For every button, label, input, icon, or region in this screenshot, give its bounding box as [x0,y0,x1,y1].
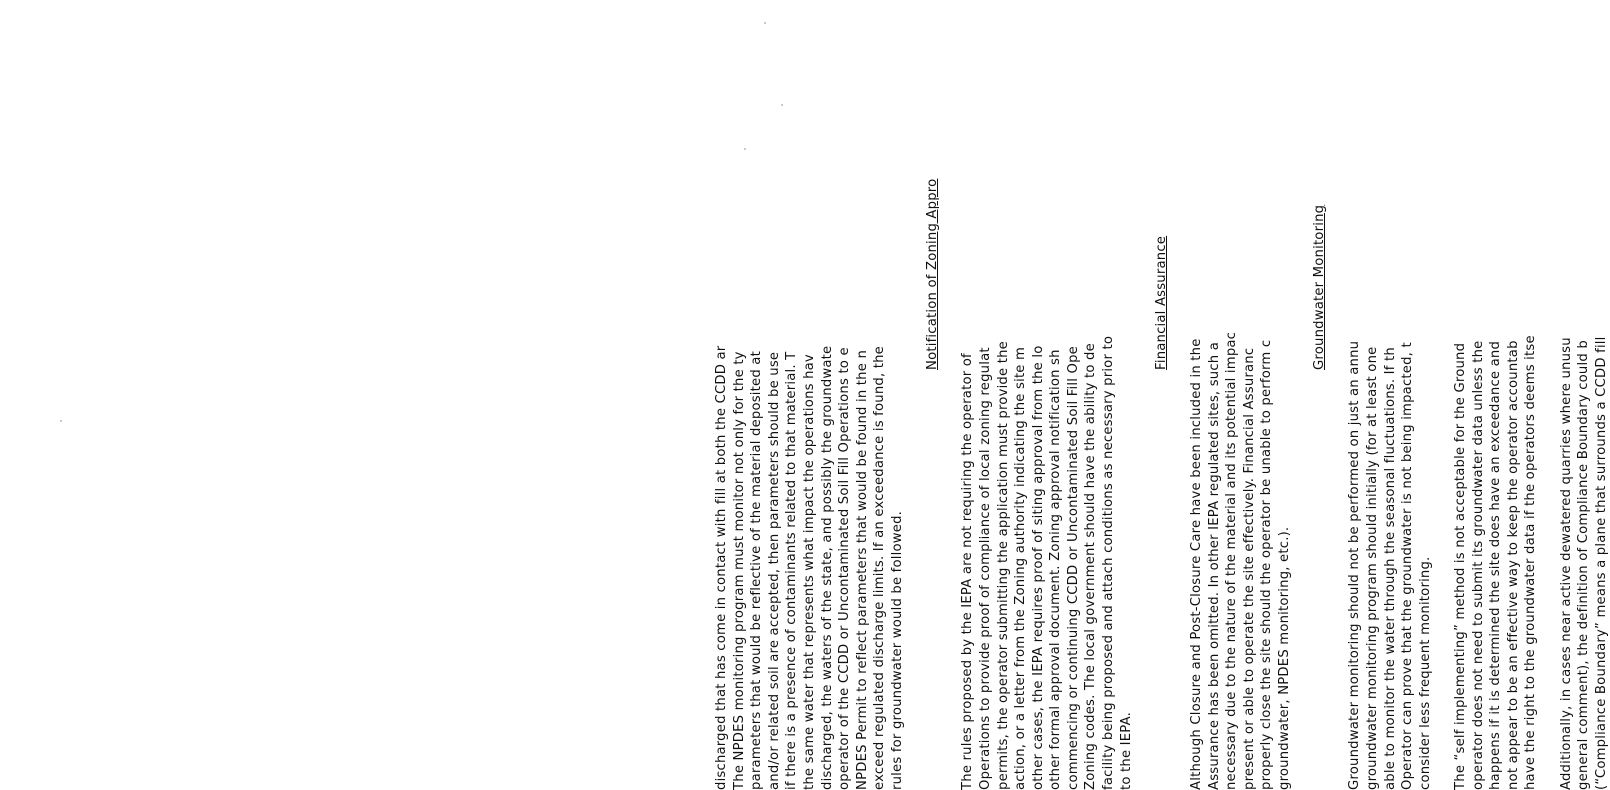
text-line: and/or related soil are accepted, then parameters should be use [766,0,784,790]
paragraph-zoning [959,0,1135,790]
document-body [713,0,1343,790]
text-line: exceed regulated discharge limits. If an exceedance is found, the [871,0,889,790]
text-line: the same water that represents what impact the operations hav [801,0,819,790]
text-line: Additionally, in cases near active dewatered quarries where unusu [1558,0,1576,790]
text-line: present or able to operate the site effectively. Financial Assuranc [1241,0,1259,790]
text-line: operator of the CCDD or Uncontaminated Soil Fill Operations to e [836,0,854,790]
text-line: (“Compliance Boundary” means a plane that surrounds a CCDD fill [1593,0,1610,790]
text-line: groundwater monitoring program should initially (for at least one [1364,0,1382,790]
text-line: facility being proposed and attach conditions as necessary prior to [1100,0,1118,790]
text-line: other cases, the IEPA requires proof of siting approval from the lo [1030,0,1048,790]
text-line: necessary due to the nature of the material and its potential impac [1223,0,1241,790]
text-line: other formal approval document. Zoning approval notification sh [1047,0,1065,790]
text-line: Although Closure and Post-Closure Care have been included in the [1188,0,1206,790]
text-line: Operator can prove that the groundwater is not being impacted, t [1399,0,1417,790]
text-line: if there is a presence of contaminants related to that material. T [783,0,801,790]
paragraph-financial [1188,0,1294,790]
text-line: NPDES Permit to reflect parameters that would be found in the n [854,0,872,790]
text-line: Groundwater monitoring should not be performed on just an annu [1346,0,1364,790]
text-line: action, or a letter from the Zoning authority indicating the site m [1012,0,1030,790]
text-line: rules for groundwater would be followed. [889,0,907,790]
text-line: able to monitor the water through the seasonal fluctuations. If th [1382,0,1400,790]
text-line: discharged that has come in contact with fill at both the CCDD ar [713,0,731,790]
text-line: Assurance has been omitted. In other IEPA regulated sites, such a [1206,0,1224,790]
text-line: consider less frequent monitoring. [1417,0,1435,790]
heading-zoning: Notification of Zoning Appro [924,0,942,790]
paragraph-self-implementing [1452,0,1540,790]
text-line: happens if it is determined the site does have an exceedance and [1487,0,1505,790]
text-line: The “self implementing” method is not acceptable for the Ground [1452,0,1470,790]
text-line: Zoning codes. The local government should have the ability to de [1082,0,1100,790]
text-line: operator does not need to submit its groundwater data unless the [1470,0,1488,790]
text-line: discharged, the waters of the state, and possibly the groundwate [819,0,837,790]
heading-financial-assurance: Financial Assurance [1153,0,1171,790]
text-line: general comment), the definition of Compliance Boundary could b [1575,0,1593,790]
text-line: to the IEPA. [1118,0,1136,790]
text-line: parameters that would be reflective of the material deposited at [748,0,766,790]
text-line: have the right to the groundwater data if the operators deems itse [1522,0,1540,790]
text-line: Operations to provide proof of compliance of local zoning regulat [977,0,995,790]
rotated-text-block [443,0,1343,520]
scanned-page [0,0,800,618]
paragraph-additional [1558,0,1610,790]
text-line: not appear to be an effective way to keep the operator accountab [1505,0,1523,790]
text-line: commencing or continuing CCDD or Uncontaminated Soil Fill Ope [1065,0,1083,790]
text-line: The rules proposed by the IEPA are not requiring the operator of [959,0,977,790]
heading-groundwater-monitoring: Groundwater Monitoring [1311,0,1329,790]
text-line: properly close the site should the operator be unable to perform c [1258,0,1276,790]
text-line: The NPDES monitoring program must monitor not only for the ty [731,0,749,790]
paragraph-groundwater [1346,0,1434,790]
text-line: permits, the operator submitting the application must provide the [995,0,1013,790]
paragraph-discharge [713,0,907,790]
text-line: groundwater, NPDES monitoring, etc.). [1276,0,1294,790]
scan-speck [60,420,62,422]
